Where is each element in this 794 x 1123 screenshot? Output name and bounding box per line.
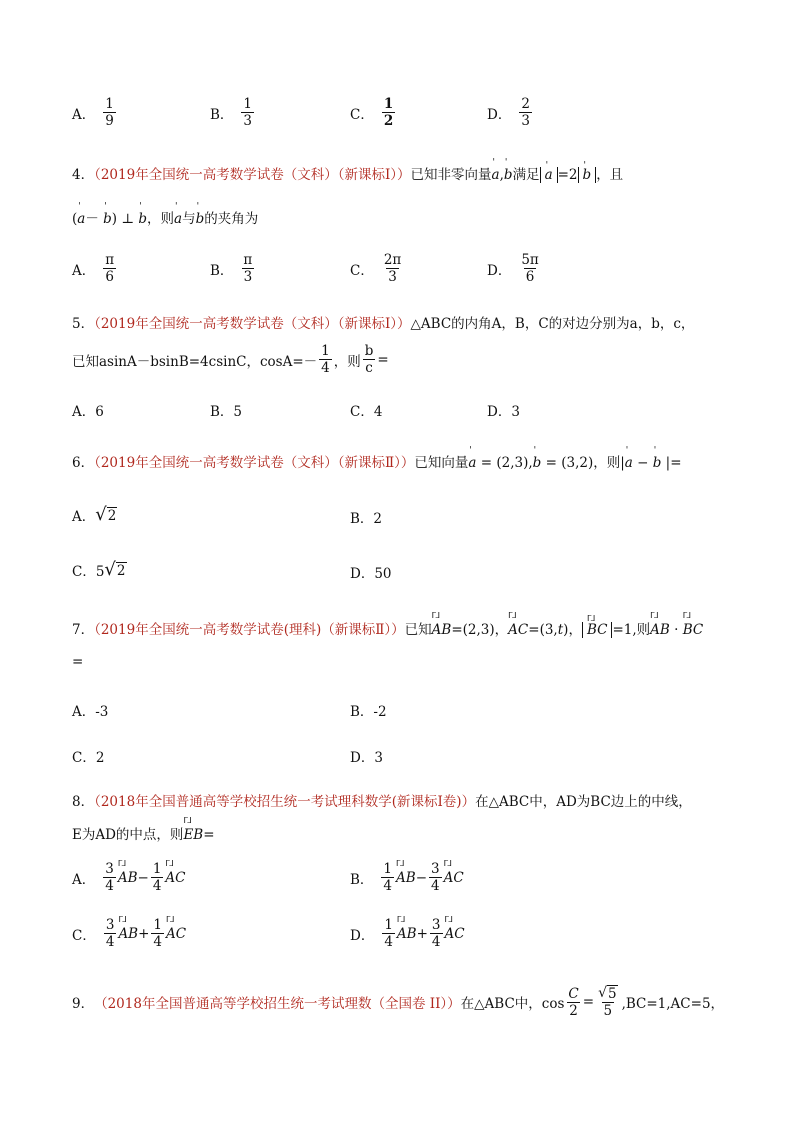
q8-option-c: C． $\frac{3}{4}$ ᒥᒧ AB + $\frac{1}{4}$ ᒥᒧ AC — [72, 917, 186, 950]
fraction: $\frac{b}{c}$ — [364, 343, 374, 376]
fraction: $\frac{1}{4}$ — [321, 343, 330, 376]
source-reference: （2019年全国统一高考数学试卷（文科）（新课标Ⅰ）） — [94, 167, 411, 183]
q8-stem-line1: 8．（2018年全国普通高等学校招生统一考试理科数学(新课标I卷)）在△ABC中，AD为BC边上的中线， — [72, 794, 692, 810]
q3-option-c: C． $\frac{1}{2}$ — [350, 96, 394, 129]
fraction: $\frac{3}{4}$ — [105, 861, 114, 894]
q6-option-c: C．5 √ 2 — [72, 558, 126, 580]
fraction: $\frac{3}{4}$ — [105, 917, 115, 950]
q7-stem-line1: 7．（2019年全国统一高考数学试卷(理科)（新课标Ⅱ））已知ᒥᒧ AB=(2,3)，ᒥᒧ AC=(3,t)，ᒥᒧ BC =1,则ᒥᒧ AB · ᒥᒧ BC — [72, 618, 703, 638]
source-reference: （2019年全国统一高考数学试卷(理科)（新课标Ⅱ）） — [94, 622, 405, 638]
q4-option-a: A． $\frac{\pi}{6}$ — [72, 252, 115, 285]
q7-option-a: A．-3 — [72, 704, 109, 720]
source-reference: （2019年全国统一高考数学试卷（文科）（新课标Ⅰ）） — [94, 316, 411, 332]
q6-option-a: A． √ 2 — [72, 503, 117, 525]
fraction: $\frac{5\pi}{6}$ — [521, 252, 539, 285]
fraction: $\frac{\pi}{3}$ — [243, 252, 253, 285]
q5-stem-line2: 已知asinA－bsinB=4csinC，cosA=－ $\frac{1}{4}$ ，则 $\frac{b}{c}$ = — [72, 343, 389, 376]
q5-option-c: C．4 — [350, 404, 383, 420]
q7-option-d: D．3 — [350, 750, 383, 766]
fraction: $\frac{3}{4}$ — [431, 917, 441, 950]
q3-option-d: D． $\frac{2}{3}$ — [487, 96, 530, 129]
q5-option-b: B．5 — [210, 404, 243, 420]
source-reference: （2018年全国普通高等学校招生统一考试理数（全国卷 II）） — [94, 996, 461, 1012]
fraction: $\frac{1}{4}$ — [383, 861, 393, 894]
q8-option-b: B． $\frac{1}{4}$ ᒥᒧ AB − $\frac{3}{4}$ ᒥᒧ AC — [350, 861, 464, 894]
fraction: $\frac{1}{9}$ — [105, 96, 114, 129]
q8-option-d: D． $\frac{1}{4}$ ᒥᒧ AB + $\frac{3}{4}$ ᒥᒧ AC — [350, 917, 465, 950]
q4-option-b: B． $\frac{\pi}{3}$ — [210, 252, 253, 285]
fraction: $\frac{3}{4}$ — [431, 861, 440, 894]
q8-stem-line2: E为AD的中点，则ᒥᒧ EB= — [72, 823, 215, 843]
fraction: $\frac{1}{4}$ — [152, 861, 162, 894]
q4-option-d: D． $\frac{5\pi}{6}$ — [487, 252, 539, 285]
fraction: $\frac{1}{3}$ — [243, 96, 253, 129]
q8-option-a: A． $\frac{3}{4}$ ᒥᒧ AB − $\frac{1}{4}$ ᒥᒧ AC — [72, 861, 186, 894]
q5-option-d: D．3 — [487, 404, 520, 420]
source-reference: （2018年全国普通高等学校招生统一考试理科数学(新课标I卷)） — [94, 794, 476, 810]
fraction: $\frac{\pi}{6}$ — [105, 252, 115, 285]
source-reference: （2019年全国统一高考数学试卷（文科）（新课标Ⅱ）） — [94, 455, 415, 471]
q6-option-d: D．50 — [350, 566, 392, 582]
q4-stem-line1: 4．（2019年全国统一高考数学试卷（文科）（新课标Ⅰ））已知非零向量' a,' b满足' a =2' b ，且 — [72, 163, 623, 183]
q3-option-a: A． $\frac{1}{9}$ — [72, 96, 114, 129]
q9-stem: 9． （2018年全国普通高等学校招生统一考试理数（全国卷 II）） 在△ABC中，cos $\frac{C}{2}$ = √ 5 5 ,BC=1,AC=5， — [72, 985, 725, 1019]
sqrt: √ 2 — [95, 503, 117, 525]
fraction: $\frac{1}{4}$ — [384, 917, 393, 950]
q7-option-c: C．2 — [72, 750, 105, 766]
fraction: $\frac{1}{2}$ — [383, 96, 394, 129]
fraction: $\frac{1}{4}$ — [153, 917, 163, 950]
fraction: √ 5 5 — [598, 985, 617, 1019]
q6-stem: 6．（2019年全国统一高考数学试卷（文科）（新课标Ⅱ））已知向量' a = (2,3),' b = (3,2)，则|' a − ' b |= — [72, 451, 682, 471]
q5-stem-line1: 5．（2019年全国统一高考数学试卷（文科）（新课标Ⅰ））△ABC的内角A，B，C的对边分别为a，b，c， — [72, 316, 695, 332]
q4-option-c: C． $\frac{2\pi}{3}$ — [350, 252, 402, 285]
q7-stem-line2: = — [72, 654, 84, 670]
q3-option-b: B． $\frac{1}{3}$ — [210, 96, 253, 129]
q6-option-b: B．2 — [350, 511, 383, 527]
q7-option-b: B．-2 — [350, 704, 387, 720]
q5-option-a: A．6 — [72, 404, 104, 420]
fraction: $\frac{C}{2}$ — [568, 985, 579, 1019]
fraction: $\frac{2}{3}$ — [521, 96, 530, 129]
q4-stem-line2: (' a－ ' b) ⊥ ' b，则' a与' b的夹角为 — [72, 207, 258, 227]
sqrt: √ 2 — [104, 558, 126, 580]
fraction: $\frac{2\pi}{3}$ — [383, 252, 402, 285]
